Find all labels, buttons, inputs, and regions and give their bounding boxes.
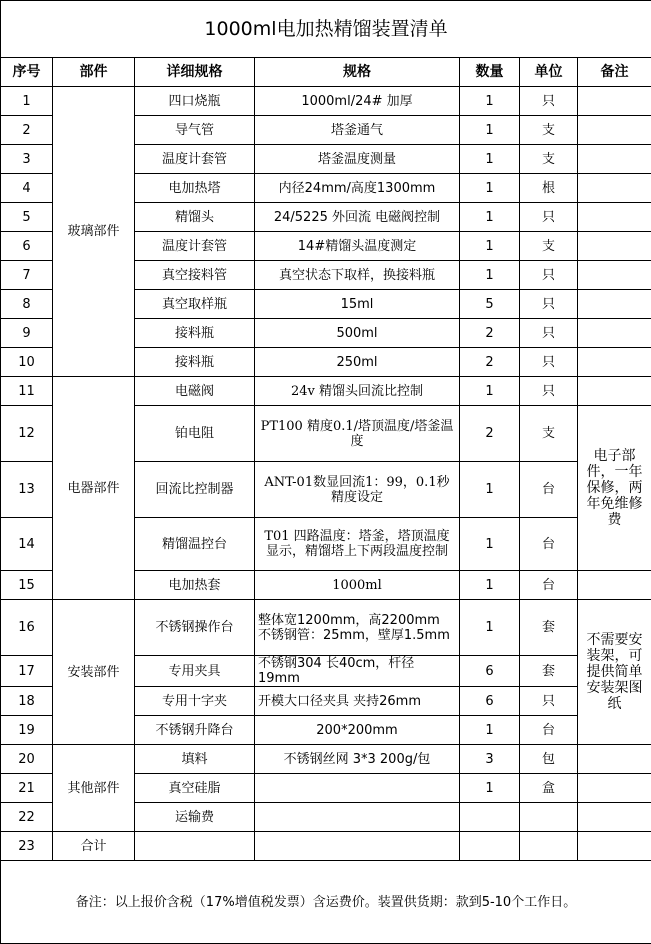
cell-unit: 台 bbox=[520, 518, 578, 571]
cell-unit: 只 bbox=[520, 261, 578, 290]
cell-no: 3 bbox=[1, 145, 53, 174]
cell-qty bbox=[460, 803, 520, 832]
cell-qty: 1 bbox=[460, 116, 520, 145]
cell-name: 电加热套 bbox=[135, 571, 255, 600]
cell-qty: 1 bbox=[460, 518, 520, 571]
cell-name: 温度计套管 bbox=[135, 232, 255, 261]
cell-spec: 15ml bbox=[255, 290, 460, 319]
cell-qty: 1 bbox=[460, 571, 520, 600]
cell-no: 18 bbox=[1, 687, 53, 716]
cell-no: 23 bbox=[1, 832, 53, 861]
cell-note bbox=[578, 261, 651, 290]
header-part: 部件 bbox=[53, 58, 135, 87]
cell-name: 电磁阀 bbox=[135, 377, 255, 406]
cell-qty: 1 bbox=[460, 600, 520, 656]
cell-qty: 1 bbox=[460, 203, 520, 232]
cell-spec: 200*200mm bbox=[255, 716, 460, 745]
cell-name: 接料瓶 bbox=[135, 348, 255, 377]
cell-spec: T01 四路温度：塔釜，塔顶温度显示，精馏塔上下两段温度控制 bbox=[255, 518, 460, 571]
cell-no: 17 bbox=[1, 656, 53, 687]
cell-unit bbox=[520, 803, 578, 832]
cell-unit: 台 bbox=[520, 716, 578, 745]
cell-name: 铂电阻 bbox=[135, 406, 255, 462]
cell-spec: 整体宽1200mm，高2200mm 不锈钢管：25mm，壁厚1.5mm bbox=[255, 600, 460, 656]
cell-qty: 1 bbox=[460, 174, 520, 203]
group-electric: 电器部件 bbox=[53, 377, 135, 600]
cell-unit: 支 bbox=[520, 116, 578, 145]
sheet-title: 1000ml电加热精馏装置清单 bbox=[1, 1, 651, 58]
cell-no: 6 bbox=[1, 232, 53, 261]
cell-no: 12 bbox=[1, 406, 53, 462]
cell-unit: 套 bbox=[520, 656, 578, 687]
cell-spec: 塔釜通气 bbox=[255, 116, 460, 145]
cell-unit: 只 bbox=[520, 687, 578, 716]
cell-note bbox=[578, 803, 651, 832]
cell-name: 精馏头 bbox=[135, 203, 255, 232]
cell-note bbox=[578, 232, 651, 261]
cell-qty: 2 bbox=[460, 348, 520, 377]
cell-no: 11 bbox=[1, 377, 53, 406]
cell-no: 20 bbox=[1, 745, 53, 774]
cell-no: 2 bbox=[1, 116, 53, 145]
cell-note bbox=[578, 348, 651, 377]
cell-note bbox=[578, 174, 651, 203]
cell-note bbox=[578, 203, 651, 232]
cell-qty: 1 bbox=[460, 261, 520, 290]
cell-spec: 不锈钢丝网 3*3 200g/包 bbox=[255, 745, 460, 774]
cell-unit: 只 bbox=[520, 203, 578, 232]
cell-note bbox=[578, 571, 651, 600]
cell-spec: 250ml bbox=[255, 348, 460, 377]
cell-unit: 盒 bbox=[520, 774, 578, 803]
cell-name: 真空硅脂 bbox=[135, 774, 255, 803]
cell-qty: 1 bbox=[460, 377, 520, 406]
table-row bbox=[1, 745, 651, 774]
cell-unit: 只 bbox=[520, 87, 578, 116]
cell-name: 精馏温控台 bbox=[135, 518, 255, 571]
cell-qty: 1 bbox=[460, 716, 520, 745]
group-total: 合计 bbox=[53, 832, 135, 861]
cell-spec: 1000ml bbox=[255, 571, 460, 600]
cell-no: 10 bbox=[1, 348, 53, 377]
cell-name: 导气管 bbox=[135, 116, 255, 145]
cell-qty: 1 bbox=[460, 232, 520, 261]
table-row bbox=[1, 600, 651, 656]
cell-qty: 1 bbox=[460, 87, 520, 116]
cell-spec bbox=[255, 832, 460, 861]
cell-unit: 支 bbox=[520, 145, 578, 174]
note-electric: 电子部件，一年保修，两年免维修费 bbox=[578, 406, 651, 571]
header-no: 序号 bbox=[1, 58, 53, 87]
group-glass: 玻璃部件 bbox=[53, 87, 135, 377]
cell-no: 7 bbox=[1, 261, 53, 290]
cell-name: 填料 bbox=[135, 745, 255, 774]
table-row-total bbox=[1, 832, 651, 861]
cell-unit: 只 bbox=[520, 377, 578, 406]
cell-note bbox=[578, 145, 651, 174]
cell-spec: 1000ml/24# 加厚 bbox=[255, 87, 460, 116]
cell-unit: 包 bbox=[520, 745, 578, 774]
cell-qty: 6 bbox=[460, 687, 520, 716]
cell-no: 21 bbox=[1, 774, 53, 803]
cell-unit: 只 bbox=[520, 290, 578, 319]
cell-name: 真空取样瓶 bbox=[135, 290, 255, 319]
cell-unit: 台 bbox=[520, 571, 578, 600]
cell-no: 16 bbox=[1, 600, 53, 656]
cell-no: 1 bbox=[1, 87, 53, 116]
cell-spec: 24v 精馏头回流比控制 bbox=[255, 377, 460, 406]
cell-no: 4 bbox=[1, 174, 53, 203]
group-install: 安装部件 bbox=[53, 600, 135, 745]
cell-note bbox=[578, 774, 651, 803]
cell-qty: 3 bbox=[460, 745, 520, 774]
cell-no: 8 bbox=[1, 290, 53, 319]
cell-name: 四口烧瓶 bbox=[135, 87, 255, 116]
table-row bbox=[1, 87, 651, 116]
footer-note: 备注：以上报价含税（17%增值税发票）含运费价。装置供货期：款到5-10个工作日。 bbox=[1, 861, 651, 944]
cell-no: 13 bbox=[1, 462, 53, 518]
cell-qty: 1 bbox=[460, 774, 520, 803]
cell-spec: 不锈钢304 长40cm，杆径19mm bbox=[255, 656, 460, 687]
header-detail: 详细规格 bbox=[135, 58, 255, 87]
cell-qty: 2 bbox=[460, 406, 520, 462]
note-install: 不需要安装架，可提供简单安装架图纸 bbox=[578, 600, 651, 745]
cell-no: 22 bbox=[1, 803, 53, 832]
cell-name: 接料瓶 bbox=[135, 319, 255, 348]
cell-spec: 真空状态下取样，换接料瓶 bbox=[255, 261, 460, 290]
cell-unit: 只 bbox=[520, 319, 578, 348]
header-note: 备注 bbox=[578, 58, 651, 87]
group-other: 其他部件 bbox=[53, 745, 135, 832]
cell-name: 专用十字夹 bbox=[135, 687, 255, 716]
cell-unit: 根 bbox=[520, 174, 578, 203]
cell-qty: 1 bbox=[460, 145, 520, 174]
cell-unit: 支 bbox=[520, 232, 578, 261]
cell-no: 5 bbox=[1, 203, 53, 232]
cell-note bbox=[578, 319, 651, 348]
header-unit: 单位 bbox=[520, 58, 578, 87]
cell-unit: 只 bbox=[520, 348, 578, 377]
cell-spec bbox=[255, 774, 460, 803]
cell-name: 不锈钢操作台 bbox=[135, 600, 255, 656]
cell-no: 19 bbox=[1, 716, 53, 745]
cell-name: 温度计套管 bbox=[135, 145, 255, 174]
cell-note bbox=[578, 290, 651, 319]
cell-unit bbox=[520, 832, 578, 861]
cell-spec: 开模大口径夹具 夹持26mm bbox=[255, 687, 460, 716]
cell-qty: 6 bbox=[460, 656, 520, 687]
cell-spec bbox=[255, 803, 460, 832]
cell-spec: 24/5225 外回流 电磁阀控制 bbox=[255, 203, 460, 232]
cell-spec: 塔釜温度测量 bbox=[255, 145, 460, 174]
cell-name: 运输费 bbox=[135, 803, 255, 832]
cell-name: 真空接料管 bbox=[135, 261, 255, 290]
cell-name: 回流比控制器 bbox=[135, 462, 255, 518]
cell-spec: ANT-01数显回流1：99，0.1秒精度设定 bbox=[255, 462, 460, 518]
cell-name: 专用夹具 bbox=[135, 656, 255, 687]
cell-name: 不锈钢升降台 bbox=[135, 716, 255, 745]
cell-qty: 1 bbox=[460, 462, 520, 518]
cell-note bbox=[578, 745, 651, 774]
cell-name bbox=[135, 832, 255, 861]
cell-spec: 500ml bbox=[255, 319, 460, 348]
table-row bbox=[1, 377, 651, 406]
cell-qty: 5 bbox=[460, 290, 520, 319]
cell-spec: PT100 精度0.1/塔顶温度/塔釜温度 bbox=[255, 406, 460, 462]
cell-no: 9 bbox=[1, 319, 53, 348]
cell-spec: 14#精馏头温度测定 bbox=[255, 232, 460, 261]
cell-unit: 台 bbox=[520, 462, 578, 518]
cell-note bbox=[578, 832, 651, 861]
cell-unit: 套 bbox=[520, 600, 578, 656]
cell-unit: 支 bbox=[520, 406, 578, 462]
cell-qty bbox=[460, 832, 520, 861]
cell-note bbox=[578, 377, 651, 406]
header-row bbox=[1, 58, 651, 87]
cell-no: 15 bbox=[1, 571, 53, 600]
header-spec: 规格 bbox=[255, 58, 460, 87]
cell-note bbox=[578, 116, 651, 145]
cell-note bbox=[578, 87, 651, 116]
cell-qty: 2 bbox=[460, 319, 520, 348]
header-qty: 数量 bbox=[460, 58, 520, 87]
cell-spec: 内径24mm/高度1300mm bbox=[255, 174, 460, 203]
cell-name: 电加热塔 bbox=[135, 174, 255, 203]
cell-no: 14 bbox=[1, 518, 53, 571]
